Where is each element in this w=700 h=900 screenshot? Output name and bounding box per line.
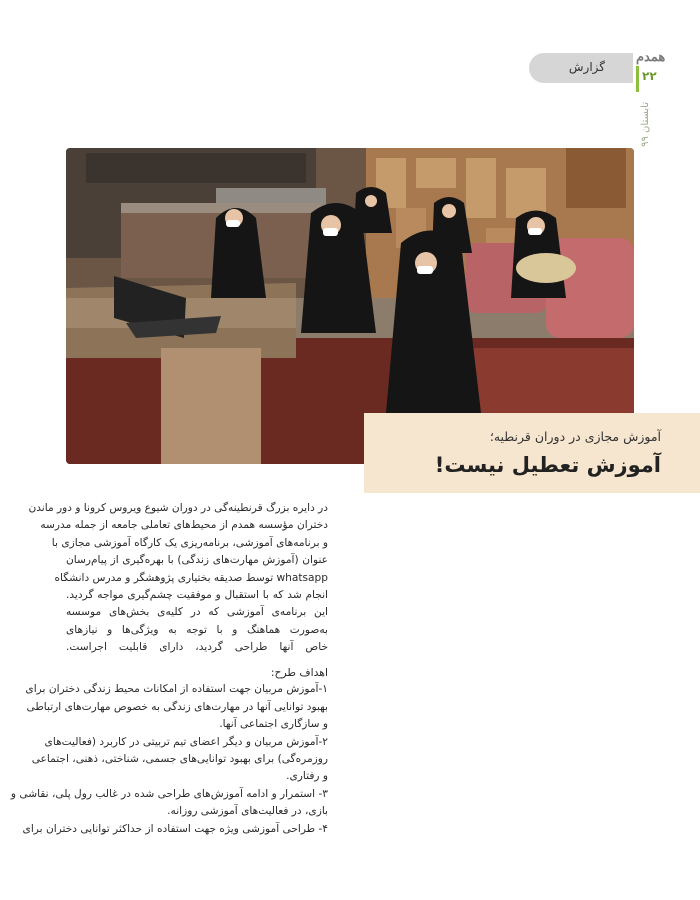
goals-section	[10, 664, 328, 838]
side-strip	[636, 50, 664, 170]
intro-line: عنوان (آموزش مهارت‌های زندگی) با بهره‌گیری از پیام‌رسان	[66, 554, 328, 567]
goal-line: و رفتاری.	[286, 770, 328, 783]
article-title: آموزش تعطیل نیست!	[434, 453, 661, 477]
section-tag	[529, 53, 633, 83]
goal-line: و سازگاری اجتماعی آنها.	[219, 718, 328, 731]
intro-line: در دایره بزرگ قرنطینه‌گی در دوران شیوع ویروس کرونا و دور ماندن	[28, 502, 328, 514]
intro-line: و برنامه‌های آموزشی، برنامه‌ریزی یک کارگاه آموزشی مجازی با	[51, 536, 328, 549]
intro-line: انجام شد که با استقبال و موفقیت چشم‌گیری مواجه گردید.	[66, 589, 328, 602]
article-kicker: آموزش مجازی در دوران قرنطیه؛	[489, 429, 661, 444]
goal-line: ۳- استمرار و ادامه آموزش‌های طراحی شده در غالب رول پلی، نقاشی و	[10, 787, 328, 800]
goal-line: بازی، در فعالیت‌های آموزشی روزانه.	[167, 805, 328, 818]
intro-line: دختران مؤسسه همدم از محیط‌های تعاملی جامعه از جمله مدرسه	[40, 519, 328, 532]
magazine-logo: همدم	[636, 50, 666, 65]
intro-line: به‌صورت هماهنگ و با توجه به ویژگی‌ها و نیازهای	[66, 623, 328, 636]
accent-bar	[636, 66, 639, 92]
intro-line: این برنامه‌ی آموزشی که در کلیه‌ی بخش‌های موسسه	[66, 606, 328, 619]
goal-line: ۲-آموزش مربیان و دیگر اعضای تیم تربیتی در کاربرد (فعالیت‌های	[44, 735, 328, 748]
goals-heading: اهداف طرح:	[270, 666, 328, 679]
issue-label: تابستان ۹۹	[640, 102, 651, 147]
goal-line: روزمره‌گی) برای بهبود توانایی‌های جسمی، شناختی، ذهنی، اجتماعی	[31, 753, 328, 766]
intro-line: whatsapp توسط صدیقه بختیاری پژوهشگر و مدرس دانشگاه	[54, 571, 328, 584]
intro-line: خاص آنها طراحی گردید، دارای قابلیت اجراست.	[66, 641, 328, 654]
article-intro	[28, 500, 328, 657]
page-number: ۲۲	[642, 69, 657, 83]
headline-box	[364, 413, 700, 493]
goal-line: ۱-آموزش مربیان جهت استفاده از امکانات محیط زندگی دختران برای	[25, 683, 328, 696]
goal-line: بهبود توانایی آنها در مهارت‌های زندگی به خصوص مهارت‌های ارتباطی	[26, 700, 328, 713]
goal-line: ۴- طراحی آموزشی ویژه جهت استفاده از حداکثر توانایی دختران برای	[22, 822, 328, 835]
section-label: گزارش	[568, 60, 605, 74]
